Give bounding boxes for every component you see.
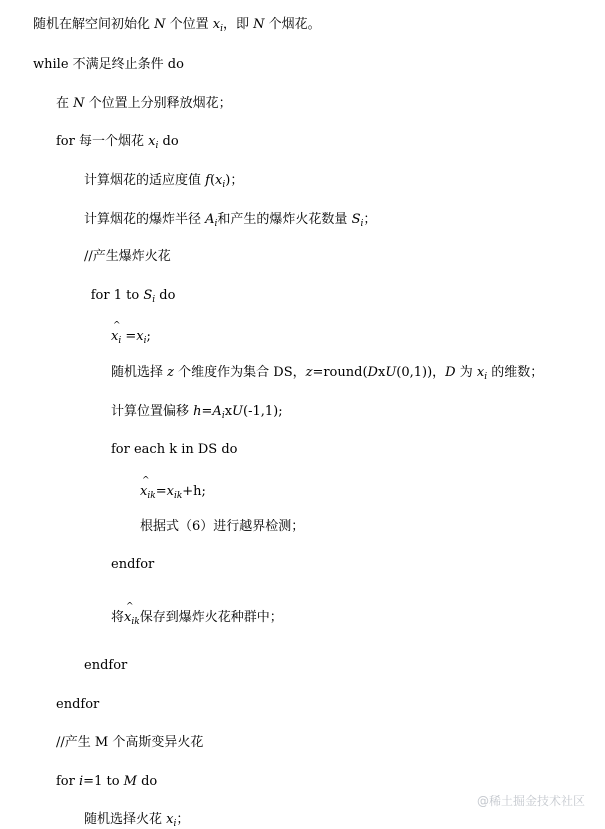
text-segment: 个烟花。 bbox=[264, 17, 321, 32]
pseudocode-line bbox=[111, 403, 283, 420]
text-segment: =round( bbox=[312, 365, 368, 380]
math-variable: D bbox=[367, 365, 378, 380]
text-segment: //产生爆炸火花 bbox=[84, 249, 171, 264]
pseudocode-line bbox=[111, 556, 154, 573]
text-segment: 根据式（6）进行越界检测； bbox=[140, 519, 305, 534]
pseudocode-line bbox=[140, 483, 206, 500]
text-segment: ； bbox=[176, 812, 190, 827]
text-segment: endfor bbox=[111, 557, 155, 572]
text-segment: 个维度作为集合 DS， bbox=[174, 365, 306, 380]
math-variable: $x_i$ bbox=[166, 812, 177, 829]
math-variable: D bbox=[445, 365, 456, 380]
text-segment: for 1 to bbox=[90, 288, 144, 303]
text-segment: ，即 bbox=[223, 17, 254, 32]
pseudocode-line bbox=[56, 734, 203, 751]
pseudocode-line bbox=[56, 133, 179, 150]
text-segment: 个位置 bbox=[165, 17, 213, 32]
pseudocode-line bbox=[33, 16, 321, 33]
text-segment: do bbox=[158, 134, 179, 149]
pseudocode-line bbox=[33, 56, 184, 73]
math-variable: $x_i$ bbox=[148, 134, 159, 151]
text-segment: = bbox=[201, 404, 213, 419]
text-segment: (0,1))， bbox=[396, 365, 446, 380]
math-variable: ^ $x_{ik}$ bbox=[140, 483, 156, 500]
text-segment: 为 bbox=[455, 365, 477, 380]
math-variable: f bbox=[205, 173, 210, 188]
pseudocode-line bbox=[84, 172, 243, 189]
text-segment: endfor bbox=[84, 658, 128, 673]
math-variable: U bbox=[385, 365, 397, 380]
math-variable: z bbox=[167, 365, 174, 380]
pseudocode-line bbox=[56, 95, 232, 112]
math-variable: $x_i$ bbox=[476, 365, 488, 382]
text-segment: 计算烟花的爆炸半径 bbox=[84, 212, 206, 227]
text-segment: ( bbox=[209, 173, 216, 188]
text-segment: =1 to bbox=[83, 774, 124, 789]
math-variable: $A_i$ bbox=[212, 404, 225, 421]
pseudocode-line bbox=[111, 441, 238, 458]
text-segment: do bbox=[136, 774, 158, 789]
pseudocode-line bbox=[84, 657, 127, 674]
math-variable: i bbox=[79, 774, 84, 789]
math-variable: U bbox=[232, 404, 244, 419]
text-segment: ； bbox=[363, 212, 377, 227]
math-variable: ^ $x_{ik}$ bbox=[124, 609, 140, 626]
pseudocode-line bbox=[140, 518, 304, 535]
text-segment: while 不满足终止条件 do bbox=[33, 57, 184, 72]
pseudocode-line bbox=[84, 211, 376, 228]
math-variable: $x_i$ bbox=[215, 173, 226, 190]
math-variable: $S_i$ bbox=[143, 288, 156, 305]
pseudocode-line bbox=[56, 773, 157, 790]
math-variable: $x_{ik}$ bbox=[166, 484, 183, 501]
text-segment: 计算位置偏移 bbox=[111, 404, 194, 419]
watermark: @稀土掘金技术社区 bbox=[476, 794, 585, 808]
math-variable: z bbox=[305, 365, 313, 380]
text-segment: 在 bbox=[56, 96, 74, 111]
text-segment: 将 bbox=[111, 610, 125, 625]
text-segment: 随机选择火花 bbox=[84, 812, 167, 827]
text-segment: +h; bbox=[182, 484, 206, 499]
text-segment: = bbox=[121, 329, 137, 344]
text-segment: 随机在解空间初始化 bbox=[33, 17, 155, 32]
pseudocode-line bbox=[84, 811, 189, 828]
math-variable: $x_i$ bbox=[212, 17, 224, 34]
text-segment: for 每一个烟花 bbox=[56, 134, 149, 149]
math-variable: ^ $x_i$ bbox=[111, 328, 121, 345]
pseudocode-line bbox=[111, 328, 151, 345]
text-segment: 的维数； bbox=[487, 365, 544, 380]
text-segment: 个位置上分别释放烟花； bbox=[84, 96, 232, 111]
pseudocode-line bbox=[111, 364, 543, 381]
text-segment: for bbox=[56, 774, 79, 789]
pseudocode-line bbox=[56, 696, 99, 713]
text-segment: for each k in DS do bbox=[111, 442, 238, 457]
math-variable: $A_i$ bbox=[205, 212, 218, 229]
text-segment: //产生 M 个高斯变异火花 bbox=[56, 735, 204, 750]
text-segment: (-1,1); bbox=[243, 404, 283, 419]
pseudocode-line bbox=[111, 609, 283, 626]
text-segment: )； bbox=[225, 173, 244, 188]
text-segment: x bbox=[377, 365, 386, 380]
math-variable: N bbox=[73, 96, 85, 111]
text-segment: x bbox=[224, 404, 233, 419]
pseudocode-line bbox=[84, 248, 171, 265]
math-variable: N bbox=[154, 17, 166, 32]
math-variable: M bbox=[123, 774, 137, 789]
pseudocode-line bbox=[91, 287, 176, 304]
math-variable: h bbox=[193, 404, 202, 419]
text-segment: 保存到爆炸火花种群中； bbox=[139, 610, 283, 625]
math-variable: N bbox=[253, 17, 265, 32]
text-segment: endfor bbox=[56, 697, 100, 712]
math-variable: $S_i$ bbox=[351, 212, 364, 229]
text-segment: 和产生的爆炸火花数量 bbox=[217, 212, 352, 227]
text-segment: 随机选择 bbox=[111, 365, 168, 380]
math-variable: $x_i$ bbox=[136, 329, 147, 346]
text-segment: ; bbox=[146, 329, 151, 344]
text-segment: = bbox=[155, 484, 167, 499]
text-segment: do bbox=[155, 288, 176, 303]
text-segment: 计算烟花的适应度值 bbox=[84, 173, 206, 188]
